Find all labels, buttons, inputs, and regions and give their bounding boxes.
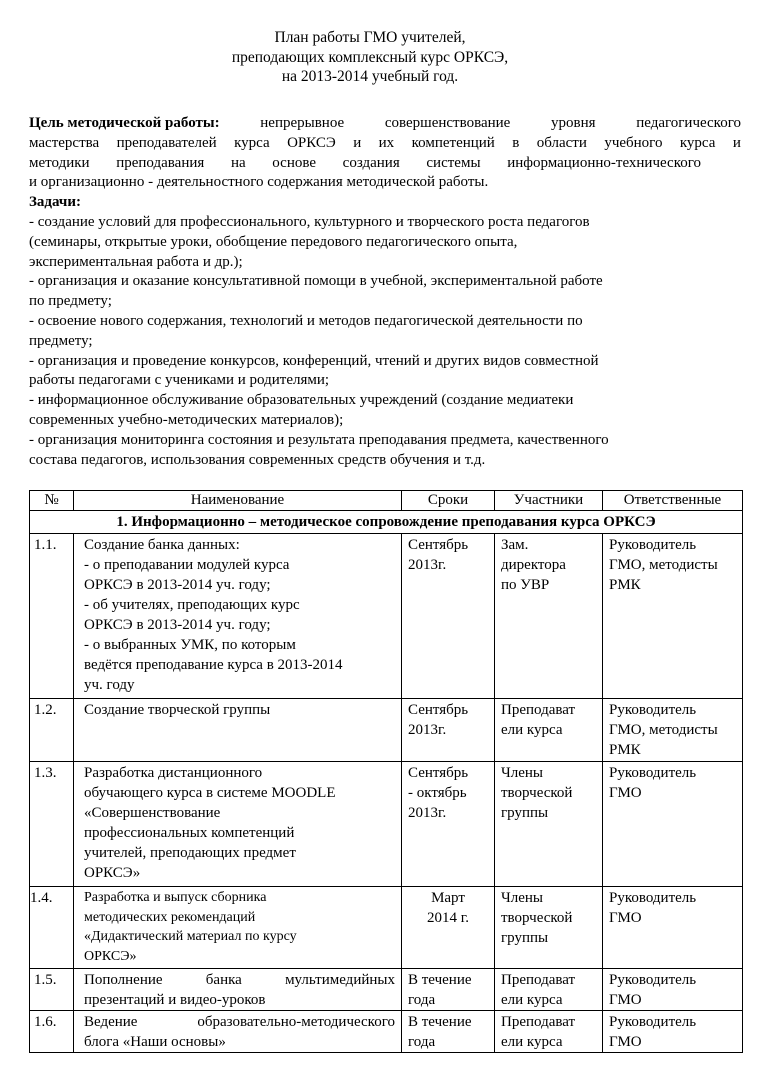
document-title xyxy=(0,28,740,87)
goal-word: ОРКСЭ xyxy=(287,134,336,151)
header-name: Наименование xyxy=(74,491,402,511)
goal-word: их xyxy=(378,134,395,151)
row-number: 1.6. xyxy=(30,1011,74,1053)
row-responsible-line: Руководитель xyxy=(609,765,697,781)
goal-line-3 xyxy=(29,154,701,174)
row-responsible-line: ГМО, методисты xyxy=(609,557,718,573)
row-name-line: блога «Наши основы» xyxy=(84,1034,226,1050)
goal-word: курса xyxy=(679,134,716,151)
row-dates-line: Сентябрь xyxy=(408,702,469,718)
row-name-line: - о преподавании модулей курса xyxy=(84,557,290,573)
goal-word: создания xyxy=(342,154,400,171)
row-dates-line: В течение xyxy=(408,1014,472,1030)
row-responsible-line: Руководитель xyxy=(609,1014,697,1030)
table-row xyxy=(30,762,743,887)
row-name-line: ОРКСЭ в 2013-2014 уч. году; xyxy=(84,617,271,633)
goal-word: методики xyxy=(29,154,90,171)
goal-word: курса xyxy=(234,134,270,151)
row-name-line: Создание банка данных: xyxy=(84,537,240,553)
row-name-line: - о выбранных УМК, по которым xyxy=(84,637,296,653)
row-dates-line: 2013г. xyxy=(408,722,447,738)
goal-line-2 xyxy=(29,134,741,154)
row-name xyxy=(74,1011,402,1053)
row-dates-line: 2013г. xyxy=(408,557,447,573)
table-header-row xyxy=(30,491,743,511)
goal-word: непрерывное xyxy=(260,115,345,131)
row-name-line: Разработка дистанционного xyxy=(84,765,263,781)
row-name-line: Создание творческой группы xyxy=(84,702,271,718)
row-name-line: - об учителях, преподающих курс xyxy=(84,597,300,613)
row-number: 1.3. xyxy=(30,762,74,887)
row-dates xyxy=(402,887,495,969)
goal-word: мастерства xyxy=(29,134,100,151)
task-line: предмету; xyxy=(29,332,93,349)
row-name-line: презентаций и видео-уроков xyxy=(84,992,266,1008)
row-responsible-line: Руководитель xyxy=(609,972,697,988)
task-line: - освоение нового содержания, технологий и методов педагогической деятельности по xyxy=(29,312,583,329)
row-name-line: Разработка и выпуск сборника xyxy=(84,890,267,905)
row-name-line: обучающего курса в системе MOODLE xyxy=(84,785,336,801)
row-responsible xyxy=(603,762,743,887)
row-name-line: «Дидактический материал по курсу xyxy=(84,929,297,944)
row-name-line xyxy=(84,1012,395,1032)
row-number: 1.4. xyxy=(30,887,74,969)
row-dates xyxy=(402,969,495,1011)
row-responsible-line: Руководитель xyxy=(609,702,697,718)
row-name-line: ОРКСЭ в 2013-2014 уч. году; xyxy=(84,577,271,593)
tasks-label: Задачи: xyxy=(29,194,82,211)
header-participants: Участники xyxy=(495,491,603,511)
row-name-word: Пополнение xyxy=(84,972,163,988)
row-participants-line: Преподават xyxy=(501,1014,576,1030)
row-participants xyxy=(495,969,603,1011)
row-dates-line: 2013г. xyxy=(408,805,447,821)
title-line-2: преподающих комплексный курс ОРКСЭ, xyxy=(231,48,509,66)
section-title: 1. Информационно – методическое сопровождение преподавания курса ОРКСЭ xyxy=(30,511,743,534)
goal-line-4: и организационно - деятельностного содержания методической работы. xyxy=(29,174,489,191)
row-responsible-line: ГМО xyxy=(609,785,642,801)
row-participants xyxy=(495,699,603,762)
task-line: по предмету; xyxy=(29,293,112,310)
row-participants xyxy=(495,762,603,887)
task-line: состава педагогов, использования современных средств обучения и т.д. xyxy=(29,451,486,468)
header-dates: Сроки xyxy=(402,491,495,511)
row-responsible xyxy=(603,969,743,1011)
goal-word: уровня xyxy=(551,115,596,131)
goal-word: информационно-технического xyxy=(507,154,701,171)
row-responsible-line: РМК xyxy=(609,577,641,593)
row-participants-line: ели курса xyxy=(501,1034,563,1050)
row-name-word: мультимедийных xyxy=(285,972,395,988)
row-participants-line: Преподават xyxy=(501,702,576,718)
row-name xyxy=(74,762,402,887)
row-name-line: профессиональных компетенций xyxy=(84,825,295,841)
row-number: 1.5. xyxy=(30,969,74,1011)
goal-line-1 xyxy=(29,114,741,134)
goal-word: педагогического xyxy=(636,115,741,131)
row-participants xyxy=(495,1011,603,1053)
row-participants-line: группы xyxy=(501,930,549,946)
row-name-word: банка xyxy=(205,972,242,988)
task-line: - организация и оказание консультативной помощи в учебной, экспериментальной работе xyxy=(29,273,603,290)
task-line: - создание условий для профессионального, культурного и творческого роста педагогов xyxy=(29,213,590,230)
work-plan-table xyxy=(29,490,743,1053)
goal-word: преподавания xyxy=(116,154,205,171)
row-dates xyxy=(402,534,495,699)
row-dates-line: Сентябрь xyxy=(408,537,469,553)
goal-word: области xyxy=(536,134,587,151)
row-dates-line: - октябрь xyxy=(408,785,467,801)
task-line: работы педагогами с учениками и родителями; xyxy=(29,372,330,389)
section-row xyxy=(30,511,743,534)
task-line: - организация мониторинга состояния и результата преподавания предмета, качественного xyxy=(29,431,609,448)
row-name-line: «Совершенствование xyxy=(84,805,221,821)
row-participants-line: Зам. xyxy=(501,537,529,553)
row-participants-line: Члены xyxy=(501,890,543,906)
row-number: 1.1. xyxy=(30,534,74,699)
row-responsible-line: ГМО, методисты xyxy=(609,722,718,738)
row-participants-line: Члены xyxy=(501,765,543,781)
tasks-label-line xyxy=(29,193,741,213)
goal-word: системы xyxy=(426,154,481,171)
row-dates-line: года xyxy=(408,992,436,1008)
row-responsible xyxy=(603,1011,743,1053)
row-responsible xyxy=(603,534,743,699)
goal-word: основе xyxy=(272,154,317,171)
task-line: экспериментальная работа и др.); xyxy=(29,253,243,270)
task-line: (семинары, открытые уроки, обобщение передового педагогического опыта, xyxy=(29,233,518,250)
row-name xyxy=(74,699,402,762)
header-number: № xyxy=(30,491,74,511)
row-responsible xyxy=(603,887,743,969)
row-dates-line: В течение xyxy=(408,972,472,988)
goal-word: в xyxy=(512,134,520,151)
row-responsible xyxy=(603,699,743,762)
row-dates xyxy=(402,1011,495,1053)
row-name xyxy=(74,887,402,969)
row-name-line: учителей, преподающих предмет xyxy=(84,845,296,861)
row-name-line: ведётся преподавание курса в 2013-2014 xyxy=(84,657,343,673)
row-participants-line: ели курса xyxy=(501,992,563,1008)
row-name xyxy=(74,969,402,1011)
row-dates-line: Сентябрь xyxy=(408,765,469,781)
row-name-word: Ведение xyxy=(84,1014,138,1030)
title-line-1: План работы ГМО учителей, xyxy=(274,29,466,46)
row-responsible-line: Руководитель xyxy=(609,537,697,553)
goal-label: Цель методической работы: xyxy=(29,115,220,131)
row-dates xyxy=(402,762,495,887)
row-dates-line: года xyxy=(408,1034,436,1050)
row-participants-line: творческой xyxy=(501,785,573,801)
table-row xyxy=(30,699,743,762)
row-participants-line: группы xyxy=(501,805,549,821)
row-participants xyxy=(495,534,603,699)
row-number: 1.2. xyxy=(30,699,74,762)
goal-word: совершенствование xyxy=(384,115,511,131)
row-dates-line: 2014 г. xyxy=(427,910,469,926)
task-line: - организация и проведение конкурсов, конференций, чтений и других видов совместной xyxy=(29,352,599,369)
row-responsible-line: ГМО xyxy=(609,1034,642,1050)
row-name xyxy=(74,534,402,699)
title-line-3: на 2013-2014 учебный год. xyxy=(281,68,459,85)
header-responsible: Ответственные xyxy=(603,491,743,511)
row-participants-line: директора xyxy=(501,557,566,573)
row-participants-line: по УВР xyxy=(501,577,550,593)
row-responsible-line: ГМО xyxy=(609,992,642,1008)
row-name-line: методических рекомендаций xyxy=(84,909,256,925)
task-line: - информационное обслуживание образовательных учреждений (создание медиатеки xyxy=(29,392,574,409)
row-name-line: ОРКСЭ» xyxy=(84,948,137,964)
row-responsible-line: Руководитель xyxy=(609,890,697,906)
task-line: современных учебно-методических материалов); xyxy=(29,411,344,428)
row-participants-line: Преподават xyxy=(501,972,576,988)
row-responsible-line: ГМО xyxy=(609,910,642,926)
row-name-line: уч. году xyxy=(84,677,135,693)
goal-word: на xyxy=(230,154,246,171)
goal-word: и xyxy=(353,134,362,151)
row-name-line: ОРКСЭ» xyxy=(84,865,141,881)
goal-word: и xyxy=(732,134,741,151)
intro-section xyxy=(29,114,741,470)
table-row xyxy=(30,969,743,1011)
table-row xyxy=(30,887,743,969)
table-row xyxy=(30,1011,743,1053)
goal-word: учебного xyxy=(604,134,663,151)
row-participants-line: ели курса xyxy=(501,722,563,738)
row-responsible-line: РМК xyxy=(609,742,641,758)
goal-word: компетенций xyxy=(411,134,495,151)
row-participants-line: творческой xyxy=(501,910,573,926)
row-participants xyxy=(495,887,603,969)
table-row xyxy=(30,534,743,699)
row-dates xyxy=(402,699,495,762)
goal-word: преподавателей xyxy=(116,134,217,151)
row-name-word: образовательно-методического xyxy=(197,1014,395,1030)
row-name-line xyxy=(84,970,395,990)
row-dates-line: Март xyxy=(431,890,465,906)
